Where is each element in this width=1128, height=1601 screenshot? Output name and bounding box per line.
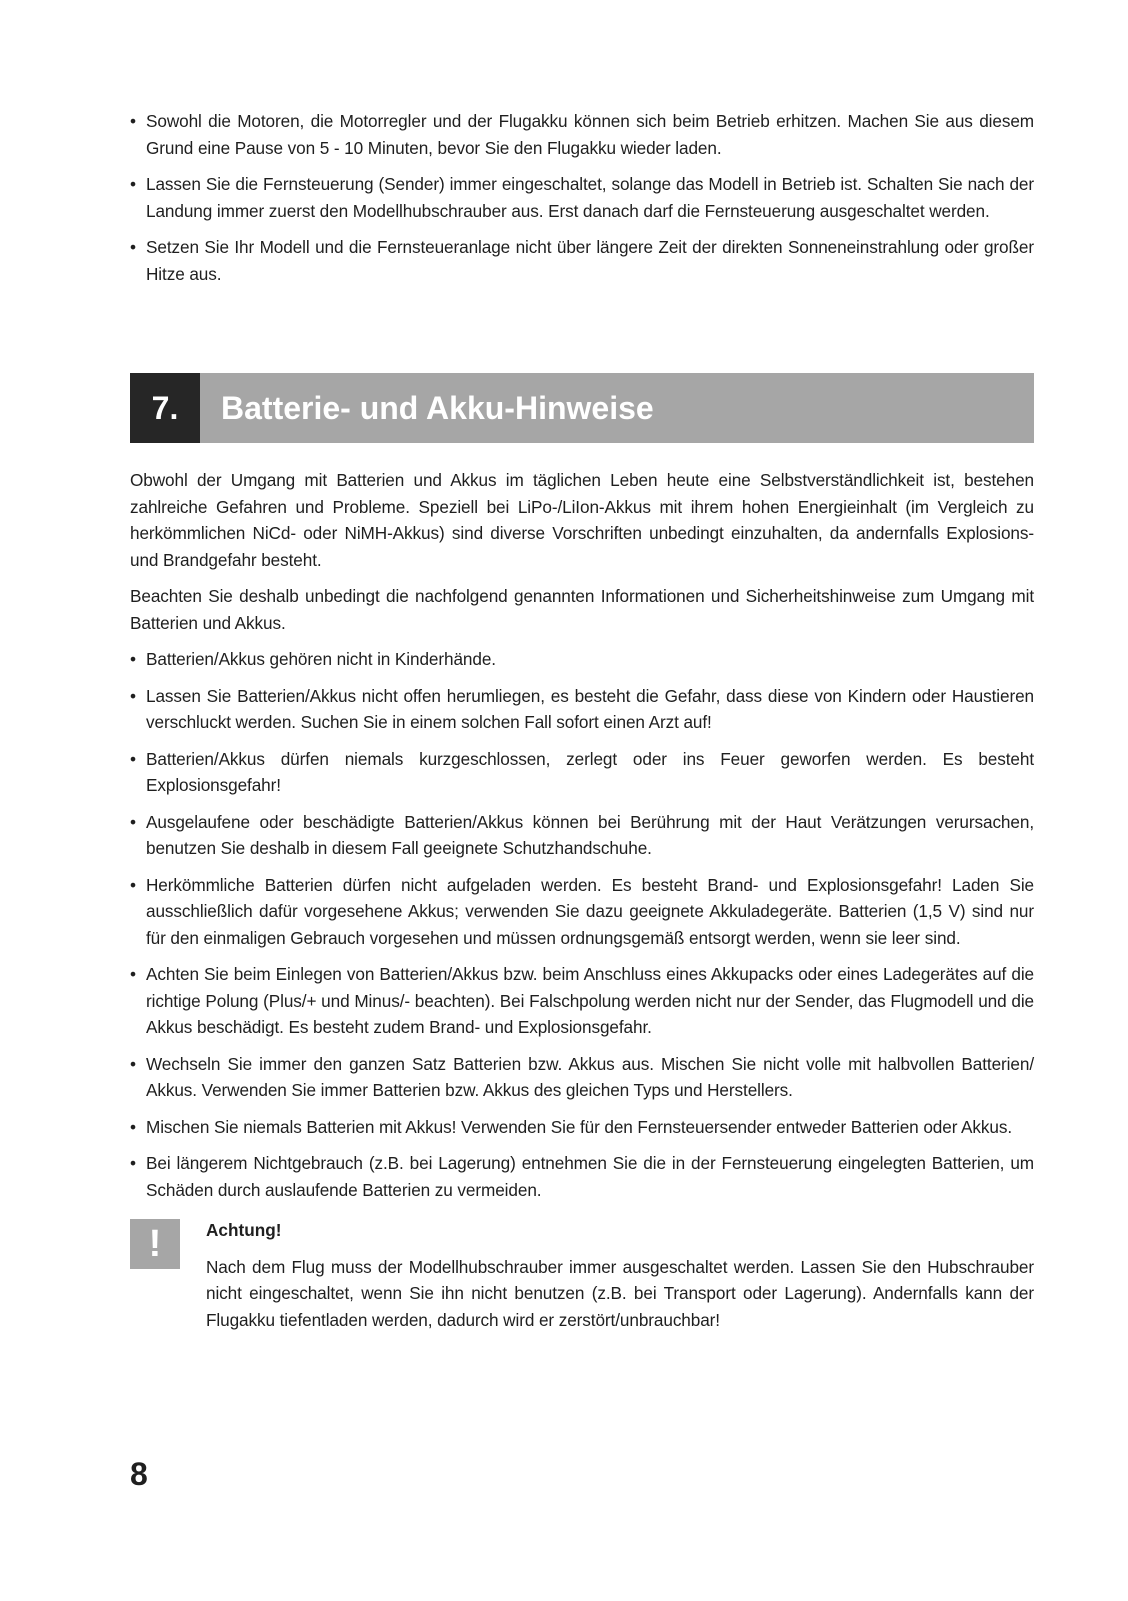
- warning-title: Achtung!: [206, 1220, 282, 1240]
- section-header: [130, 373, 1034, 443]
- section-number: 7.: [130, 373, 200, 443]
- list-item: • Herkömmliche Batterien dürfen nicht aufgeladen werden. Es besteht Brand- und Explosionsgefahr! Laden Sie ausschließlich dafür vorgesehene Akkus; verwenden Sie dazu geeignete Akkuladegeräte. Batterien (1,5 V) sind nur für den einmaligen Gebrauch vorgesehen und müssen ordnungsgemäß entsorgt werden, wenn sie leer sind.: [130, 872, 1034, 952]
- list-item: • Batterien/Akkus dürfen niemals kurzgeschlossen, zerlegt oder ins Feuer geworfen werden. Es besteht Explosionsgefahr!: [130, 746, 1034, 799]
- section-title: Batterie- und Akku-Hinweise: [200, 373, 1034, 443]
- exclamation-icon: !: [130, 1219, 180, 1269]
- list-item: • Achten Sie beim Einlegen von Batterien/Akkus bzw. beim Anschluss eines Akkupacks oder eines Ladegerätes auf die richtige Polung (Plus/+ und Minus/- beachten). Bei Falschpolung werden nicht nur der Sender, das Flugmodell und die Akkus beschädigt. Es besteht zudem Brand- und Explosionsgefahr.: [130, 961, 1034, 1041]
- warning-box: [130, 1217, 1034, 1333]
- warning-body: [206, 1217, 1034, 1333]
- intro-paragraph: Obwohl der Umgang mit Batterien und Akkus im täglichen Leben heute eine Selbstverständlichkeit ist, bestehen zahlreiche Gefahren und Probleme. Speziell bei LiPo-/LiIon-Akkus mit ihrem hohen Energieinhalt (im Vergleich zu herkömmlichen NiCd- oder NiMH-Akkus) sind diverse Vorschriften unbedingt einzuhalten, da andernfalls Explosions- und Brandgefahr besteht.: [130, 470, 1034, 570]
- list-item: • Setzen Sie Ihr Modell und die Fernsteueranlage nicht über längere Zeit der direkten Sonneneinstrahlung oder großer Hitze aus.: [130, 234, 1034, 287]
- list-item: • Sowohl die Motoren, die Motorregler und der Flugakku können sich beim Betrieb erhitzen. Machen Sie aus diesem Grund eine Pause von 5 - 10 Minuten, bevor Sie den Flugakku wieder laden.: [130, 108, 1034, 161]
- top-bullet-list: [130, 108, 1034, 287]
- page-number: 8: [130, 1456, 148, 1492]
- list-item: • Wechseln Sie immer den ganzen Satz Batterien bzw. Akkus aus. Mischen Sie nicht volle mit halbvollen Batterien/ Akkus. Verwenden Sie immer Batterien bzw. Akkus des gleichen Typs und Herstellers.: [130, 1051, 1034, 1104]
- list-item: • Lassen Sie die Fernsteuerung (Sender) immer eingeschaltet, solange das Modell in Betrieb ist. Schalten Sie nach der Landung immer zuerst den Modellhubschrauber aus. Erst danach darf die Fernsteuerung ausgeschaltet werden.: [130, 171, 1034, 224]
- page-content: [130, 108, 1034, 1333]
- list-item: • Mischen Sie niemals Batterien mit Akkus! Verwenden Sie für den Fernsteuersender entweder Batterien oder Akkus.: [130, 1114, 1034, 1141]
- list-item: • Bei längerem Nichtgebrauch (z.B. bei Lagerung) entnehmen Sie die in der Fernsteuerung eingelegten Batterien, um Schäden durch auslaufende Batterien zu vermeiden.: [130, 1150, 1034, 1203]
- list-item: • Batterien/Akkus gehören nicht in Kinderhände.: [130, 646, 1034, 673]
- battery-bullet-list: [130, 646, 1034, 1203]
- notice-paragraph: Beachten Sie deshalb unbedingt die nachfolgend genannten Informationen und Sicherheitshinweise zum Umgang mit Batterien und Akkus.: [130, 586, 1034, 633]
- list-item: • Ausgelaufene oder beschädigte Batterien/Akkus können bei Berührung mit der Haut Verätzungen verursachen, benutzen Sie deshalb in diesem Fall geeignete Schutzhandschuhe.: [130, 809, 1034, 862]
- list-item: • Lassen Sie Batterien/Akkus nicht offen herumliegen, es besteht die Gefahr, dass diese von Kindern oder Haustieren verschluckt werden. Suchen Sie in einem solchen Fall sofort einen Arzt auf!: [130, 683, 1034, 736]
- warning-text: Nach dem Flug muss der Modellhubschrauber immer ausgeschaltet werden. Lassen Sie den Hubschrauber nicht eingeschaltet, wenn Sie ihn nicht benutzen (z.B. bei Transport oder Lagerung). Andernfalls kann der Flugakku tiefentladen werden, dadurch wird er zerstört/unbrauchbar!: [206, 1256, 1034, 1330]
